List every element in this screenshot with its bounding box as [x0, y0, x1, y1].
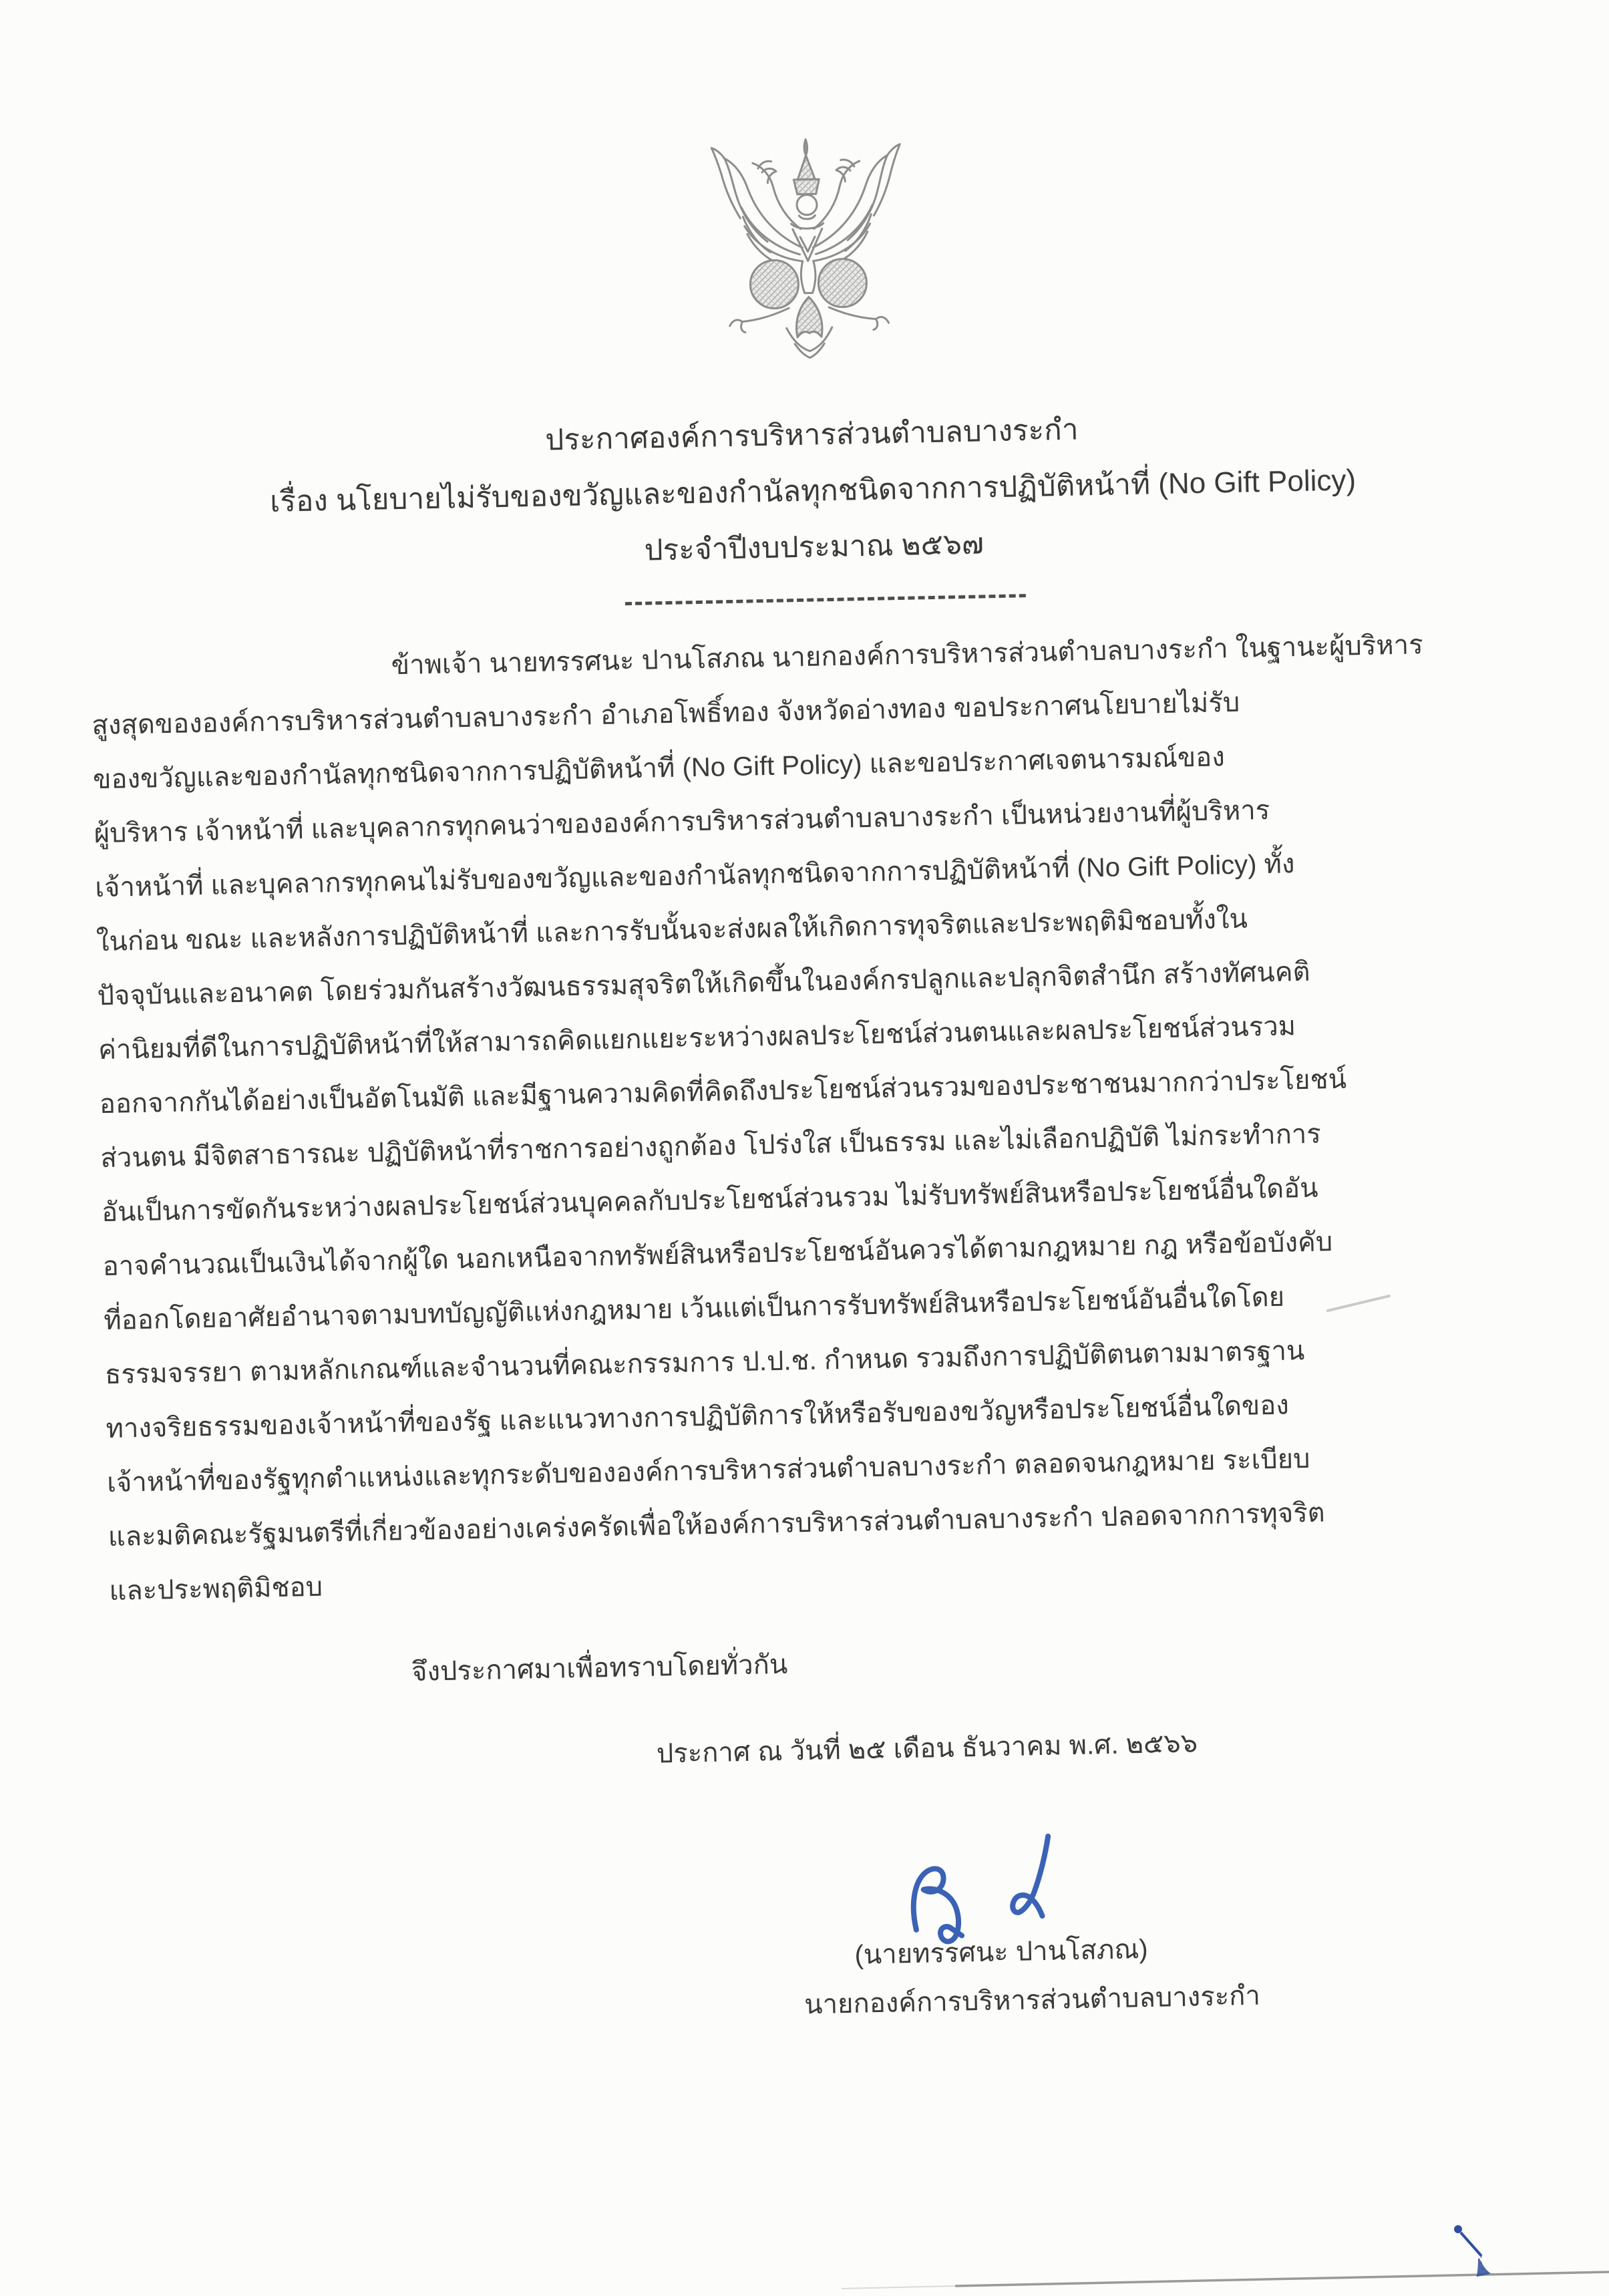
body-line: เจ้าหน้าที่ และบุคลากรทุกคนไม่รับของขวัญและของกำนัลทุกชนิดจากการปฏิบัติหน้าที่ (No Gift Policy) ทั้ง: [94, 849, 1295, 903]
body-line: ธรรมจรรยา ตามหลักเกณฑ์และจำนวนที่คณะกรรมการ ป.ป.ช. กำหนด รวมถึงการปฏิบัติตนตามมาตรฐาน: [104, 1336, 1305, 1390]
signer-position: นายกองค์การบริหารส่วนตำบลบางระกำ: [803, 1981, 1261, 2020]
body-line: และมติคณะรัฐมนตรีที่เกี่ยวข้องอย่างเคร่งครัดเพื่อให้องค์การบริหารส่วนตำบลบางระกำ ปลอดจากการทุจริต: [108, 1498, 1326, 1552]
pencil-streak-artifact: [1322, 1289, 1396, 1316]
body-line: และประพฤติมิชอบ: [109, 1572, 323, 1607]
doc-fiscal-year: ประจำปีงบประมาณ ๒๕๖๗: [644, 527, 985, 567]
announcement-date: ประกาศ ณ วันที่ ๒๕ เดือน ธันวาคม พ.ศ. ๒๕๖๖: [656, 1728, 1198, 1769]
body-line: ทางจริยธรรมของเจ้าหน้าที่ของรัฐ และแนวทางการปฏิบัติการให้หรือรับของขวัญหรือประโยชน์อื่นใดของ: [106, 1390, 1290, 1444]
body-line: ผู้บริหาร เจ้าหน้าที่ และบุคลากรทุกคนว่าขององค์การบริหารส่วนตำบลบางระกำ เป็นหน่วยงานที่ผู้บริหาร: [94, 795, 1270, 849]
closing-statement: จึงประกาศมาเพื่อทราบโดยทั่วกัน: [411, 1649, 788, 1687]
doc-subject: เรื่อง นโยบายไม่รับของขวัญและของกำนัลทุกชนิดจากการปฏิบัติหน้าที่ (No Gift Policy): [269, 464, 1357, 518]
body-paragraph: [90, 617, 1532, 1619]
body-line: ที่ออกโดยอาศัยอำนาจตามบทบัญญัติแห่งกฎหมาย เว้นแต่เป็นการรับทรัพย์สินหรือประโยชน์อันอื่นใดโดย: [103, 1282, 1285, 1336]
body-line: ค่านิยมที่ดีในการปฏิบัติหน้าที่ให้สามารถคิดแยกแยะระหว่างผลประโยชน์ส่วนตนและผลประโยชน์ส่วนรวม: [98, 1011, 1296, 1065]
ink-mark-artifact: [1436, 2215, 1516, 2291]
body-line: ของขวัญและของกำนัลทุกชนิดจากการปฏิบัติหน้าที่ (No Gift Policy) และขอประกาศเจตนารมณ์ของ: [92, 742, 1226, 795]
body-line: เจ้าหน้าที่ของรัฐทุกตำแหน่งและทุกระดับขององค์การบริหารส่วนตำบลบางระกำ ตลอดจนกฎหมาย ระเบียบ: [106, 1444, 1310, 1498]
body-line: อาจคำนวณเป็นเงินได้จากผู้ใด นอกเหนือจากทรัพย์สินหรือประโยชน์อันควรได้ตามกฎหมาย กฎ หรือข้อบังคับ: [102, 1227, 1333, 1282]
body-line: ส่วนตน มีจิตสาธารณะ ปฏิบัติหน้าที่ราชการอย่างถูกต้อง โปร่งใส เป็นธรรม และไม่เลือกปฏิบัติ ไม่กระทำการ: [100, 1119, 1322, 1174]
dashed-divider: [625, 594, 1026, 605]
body-line: ข้าพเจ้า นายทรรศนะ ปานโสภณ นายกองค์การบริหารส่วนตำบลบางระกำ ในฐานะผู้บริหาร: [391, 630, 1424, 681]
body-line: ออกจากกันได้อย่างเป็นอัตโนมัติ และมีฐานความคิดที่คิดถึงประโยชน์ส่วนรวมของประชาชนมากกว่าประโยชน์: [99, 1064, 1347, 1120]
body-line: ปัจจุบันและอนาคต โดยร่วมกันสร้างวัฒนธรรมสุจริตให้เกิดขึ้นในองค์กรปลูกและปลุกจิตสำนึก สร้างทัศนคติ: [97, 957, 1310, 1011]
signer-name: (นายทรรศนะ ปานโสภณ): [854, 1934, 1149, 1970]
body-line: อันเป็นการขัดกันระหว่างผลประโยชน์ส่วนบุคคลกับประโยชน์ส่วนรวม ไม่รับทรัพย์สินหรือประโยชน์อื่นใดอัน: [101, 1173, 1318, 1228]
garuda-emblem-icon: [705, 126, 910, 372]
body-line: สูงสุดขององค์การบริหารส่วนตำบลบางระกำ อำเภอโพธิ์ทอง จังหวัดอ่างทอง ขอประกาศนโยบายไม่รับ: [92, 687, 1240, 741]
body-line: ในก่อน ขณะ และหลังการปฏิบัติหน้าที่ และการรับนั้นจะส่งผลให้เกิดการทุจริตและประพฤติมิชอบทั้งใน: [96, 904, 1248, 957]
doc-title: ประกาศองค์การบริหารส่วนตำบลบางระกำ: [544, 413, 1079, 457]
